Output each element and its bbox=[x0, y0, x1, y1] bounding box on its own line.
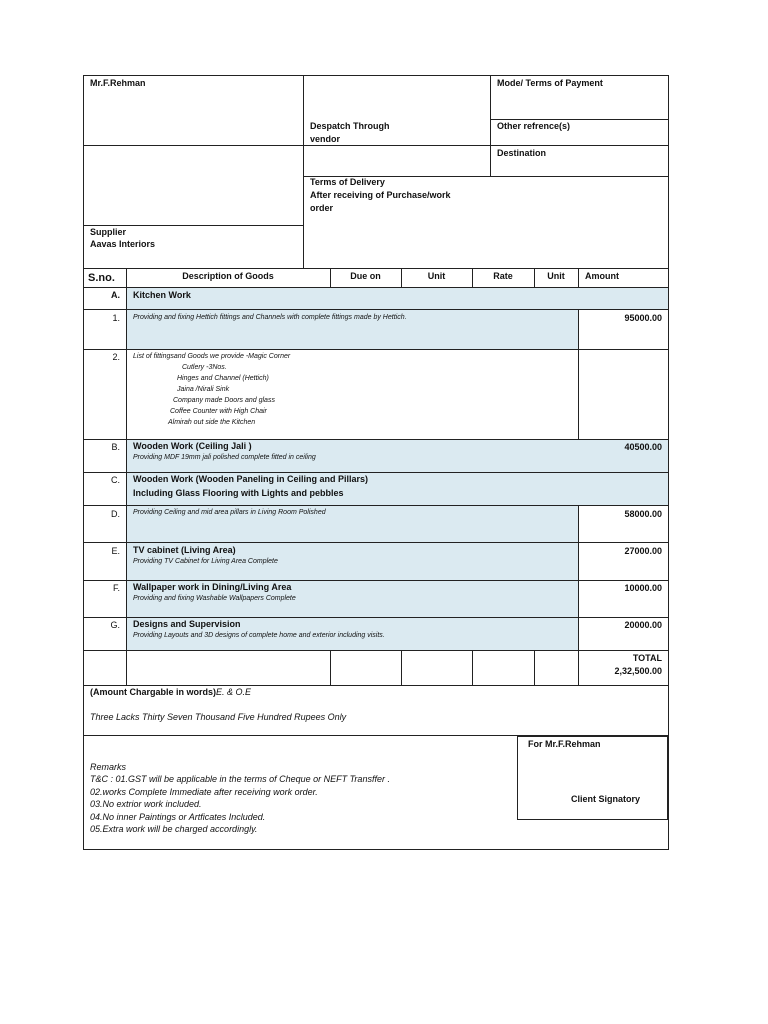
row-title: Kitchen Work bbox=[133, 290, 191, 300]
supplier-label: Supplier bbox=[90, 227, 127, 237]
for-buyer-label: For Mr.F.Rehman bbox=[528, 739, 601, 749]
despatch-label: Despatch Through bbox=[310, 121, 390, 131]
row-amount: 20000.00 bbox=[624, 620, 662, 630]
row-sno: E. bbox=[111, 546, 120, 556]
row-title: Designs and Supervision bbox=[133, 619, 241, 629]
buyer-name: Mr.F.Rehman bbox=[90, 78, 146, 88]
total-label: TOTAL bbox=[632, 653, 662, 663]
row-band-a bbox=[126, 288, 668, 309]
row-list-line: Almirah out side the Kitchen bbox=[168, 419, 256, 426]
row-sno: C. bbox=[111, 475, 120, 485]
eoe-text: E. & O.E bbox=[216, 687, 252, 697]
row-list-line: Cutlery -3Nos. bbox=[182, 364, 227, 371]
client-signatory-label: Client Signatory bbox=[571, 794, 641, 804]
row-sno: 2. bbox=[112, 352, 120, 362]
row-sno: D. bbox=[111, 509, 120, 519]
remarks-line: 04.No inner Paintings or Artficates Included. bbox=[90, 812, 266, 822]
row-description: Providing Layouts and 3D designs of complete home and exterior including visits. bbox=[133, 632, 385, 639]
row-amount: 58000.00 bbox=[624, 509, 662, 519]
header-top-border bbox=[83, 75, 669, 76]
remarks-line: 02.works Complete Immediate after receiving work order. bbox=[90, 787, 318, 797]
row-sno: A. bbox=[111, 290, 120, 300]
row-sno: 1. bbox=[112, 313, 120, 323]
table-top-line bbox=[83, 268, 668, 269]
remarks-line: 03.No extrior work included. bbox=[90, 799, 202, 809]
header-divider-v2 bbox=[490, 75, 491, 177]
row-amount: 95000.00 bbox=[624, 313, 662, 323]
row-line-g bbox=[83, 650, 668, 651]
col-line-unit2-head bbox=[578, 268, 579, 288]
row-sno: B. bbox=[111, 442, 120, 452]
header-divider-v1 bbox=[303, 75, 304, 269]
footer-bottom-border bbox=[83, 849, 669, 850]
row-title: Wooden Work (Ceiling Jali ) bbox=[133, 441, 252, 451]
col-line-amount-1 bbox=[578, 309, 579, 440]
amount-words-line bbox=[90, 686, 251, 698]
col-header-unit: Unit bbox=[427, 271, 446, 281]
row-title: Wooden Work (Wooden Paneling in Ceiling and Pillars) bbox=[133, 474, 369, 484]
row-title: TV cabinet (Living Area) bbox=[133, 545, 236, 555]
row-amount: 27000.00 bbox=[624, 546, 662, 556]
remarks-line: 05.Extra work will be charged accordingly. bbox=[90, 824, 258, 834]
col-header-unit-2: Unit bbox=[547, 271, 565, 281]
row-amount: 40500.00 bbox=[624, 442, 662, 452]
row-list-line: Company made Doors and glass bbox=[173, 397, 275, 404]
row-list-line: List of fittingsand Goods we provide -Magic Corner bbox=[133, 353, 291, 360]
mode-terms-label: Mode/ Terms of Payment bbox=[497, 78, 603, 88]
row-description: Providing Ceiling and mid area pillars in Living Room Polished bbox=[133, 509, 326, 516]
terms-delivery-label: Terms of Delivery bbox=[310, 177, 385, 187]
col-header-sno: S.no. bbox=[88, 272, 115, 284]
col-header-amount: Amount bbox=[585, 271, 619, 281]
col-line-sno bbox=[126, 268, 127, 685]
col-header-due-on: Due on bbox=[350, 271, 381, 281]
amount-in-words: Three Lacks Thirty Seven Thousand Five Hundred Rupees Only bbox=[90, 712, 347, 722]
other-ref-label: Other refrence(s) bbox=[497, 121, 571, 131]
row-title: Wallpaper work in Dining/Living Area bbox=[133, 582, 292, 592]
row-line-c bbox=[83, 505, 668, 506]
row-description: Providing and fixing Hettich fittings and Channels with complete fittings made by Hettich. bbox=[133, 314, 407, 321]
row-list-line: Jaina /Nirali Sink bbox=[177, 386, 230, 393]
row-line-d bbox=[83, 542, 668, 543]
row-amount: 10000.00 bbox=[624, 583, 662, 593]
row-description: Providing MDF 19mm jali polished complete fitted in ceiling bbox=[133, 454, 316, 461]
col-line-total-4 bbox=[534, 650, 535, 685]
supplier-name: Aavas Interiors bbox=[90, 239, 156, 249]
row-sno: F. bbox=[112, 583, 120, 593]
row-sno: G. bbox=[110, 620, 120, 630]
row-list-line: Hinges and Channel (Hettich) bbox=[177, 375, 269, 382]
row-description: Providing and fixing Washable Wallpapers Complete bbox=[133, 595, 296, 602]
row-line-1 bbox=[83, 349, 668, 350]
row-title-2: Including Glass Flooring with Lights and pebbles bbox=[133, 488, 344, 498]
remarks-line: T&C : 01.GST will be applicable in the terms of Cheque or NEFT Transffer . bbox=[90, 774, 390, 784]
row-description: Providing TV Cabinet for Living Area Complete bbox=[133, 558, 278, 565]
table-head-line bbox=[83, 287, 668, 288]
col-header-description: Description of Goods bbox=[182, 271, 274, 281]
amount-words-label: (Amount Chargable in words) bbox=[90, 687, 216, 697]
row-line-a bbox=[83, 309, 668, 310]
col-line-total-2 bbox=[401, 650, 402, 685]
outer-left-border bbox=[83, 75, 84, 850]
col-line-total-3 bbox=[472, 650, 473, 685]
destination-label: Destination bbox=[497, 148, 547, 158]
terms-delivery-line1: After receiving of Purchase/work bbox=[310, 190, 451, 200]
row-list-line: Coffee Counter with High Chair bbox=[170, 408, 267, 415]
outer-right-border bbox=[668, 75, 669, 850]
remarks-heading: Remarks bbox=[90, 762, 127, 772]
col-line-total-1 bbox=[330, 650, 331, 685]
despatch-value: vendor bbox=[310, 134, 341, 144]
total-value: 2,32,500.00 bbox=[614, 666, 662, 676]
col-header-rate: Rate bbox=[493, 271, 513, 281]
header-hline-2 bbox=[83, 145, 668, 146]
col-line-amount-2 bbox=[578, 505, 579, 685]
terms-delivery-line2: order bbox=[310, 203, 334, 213]
